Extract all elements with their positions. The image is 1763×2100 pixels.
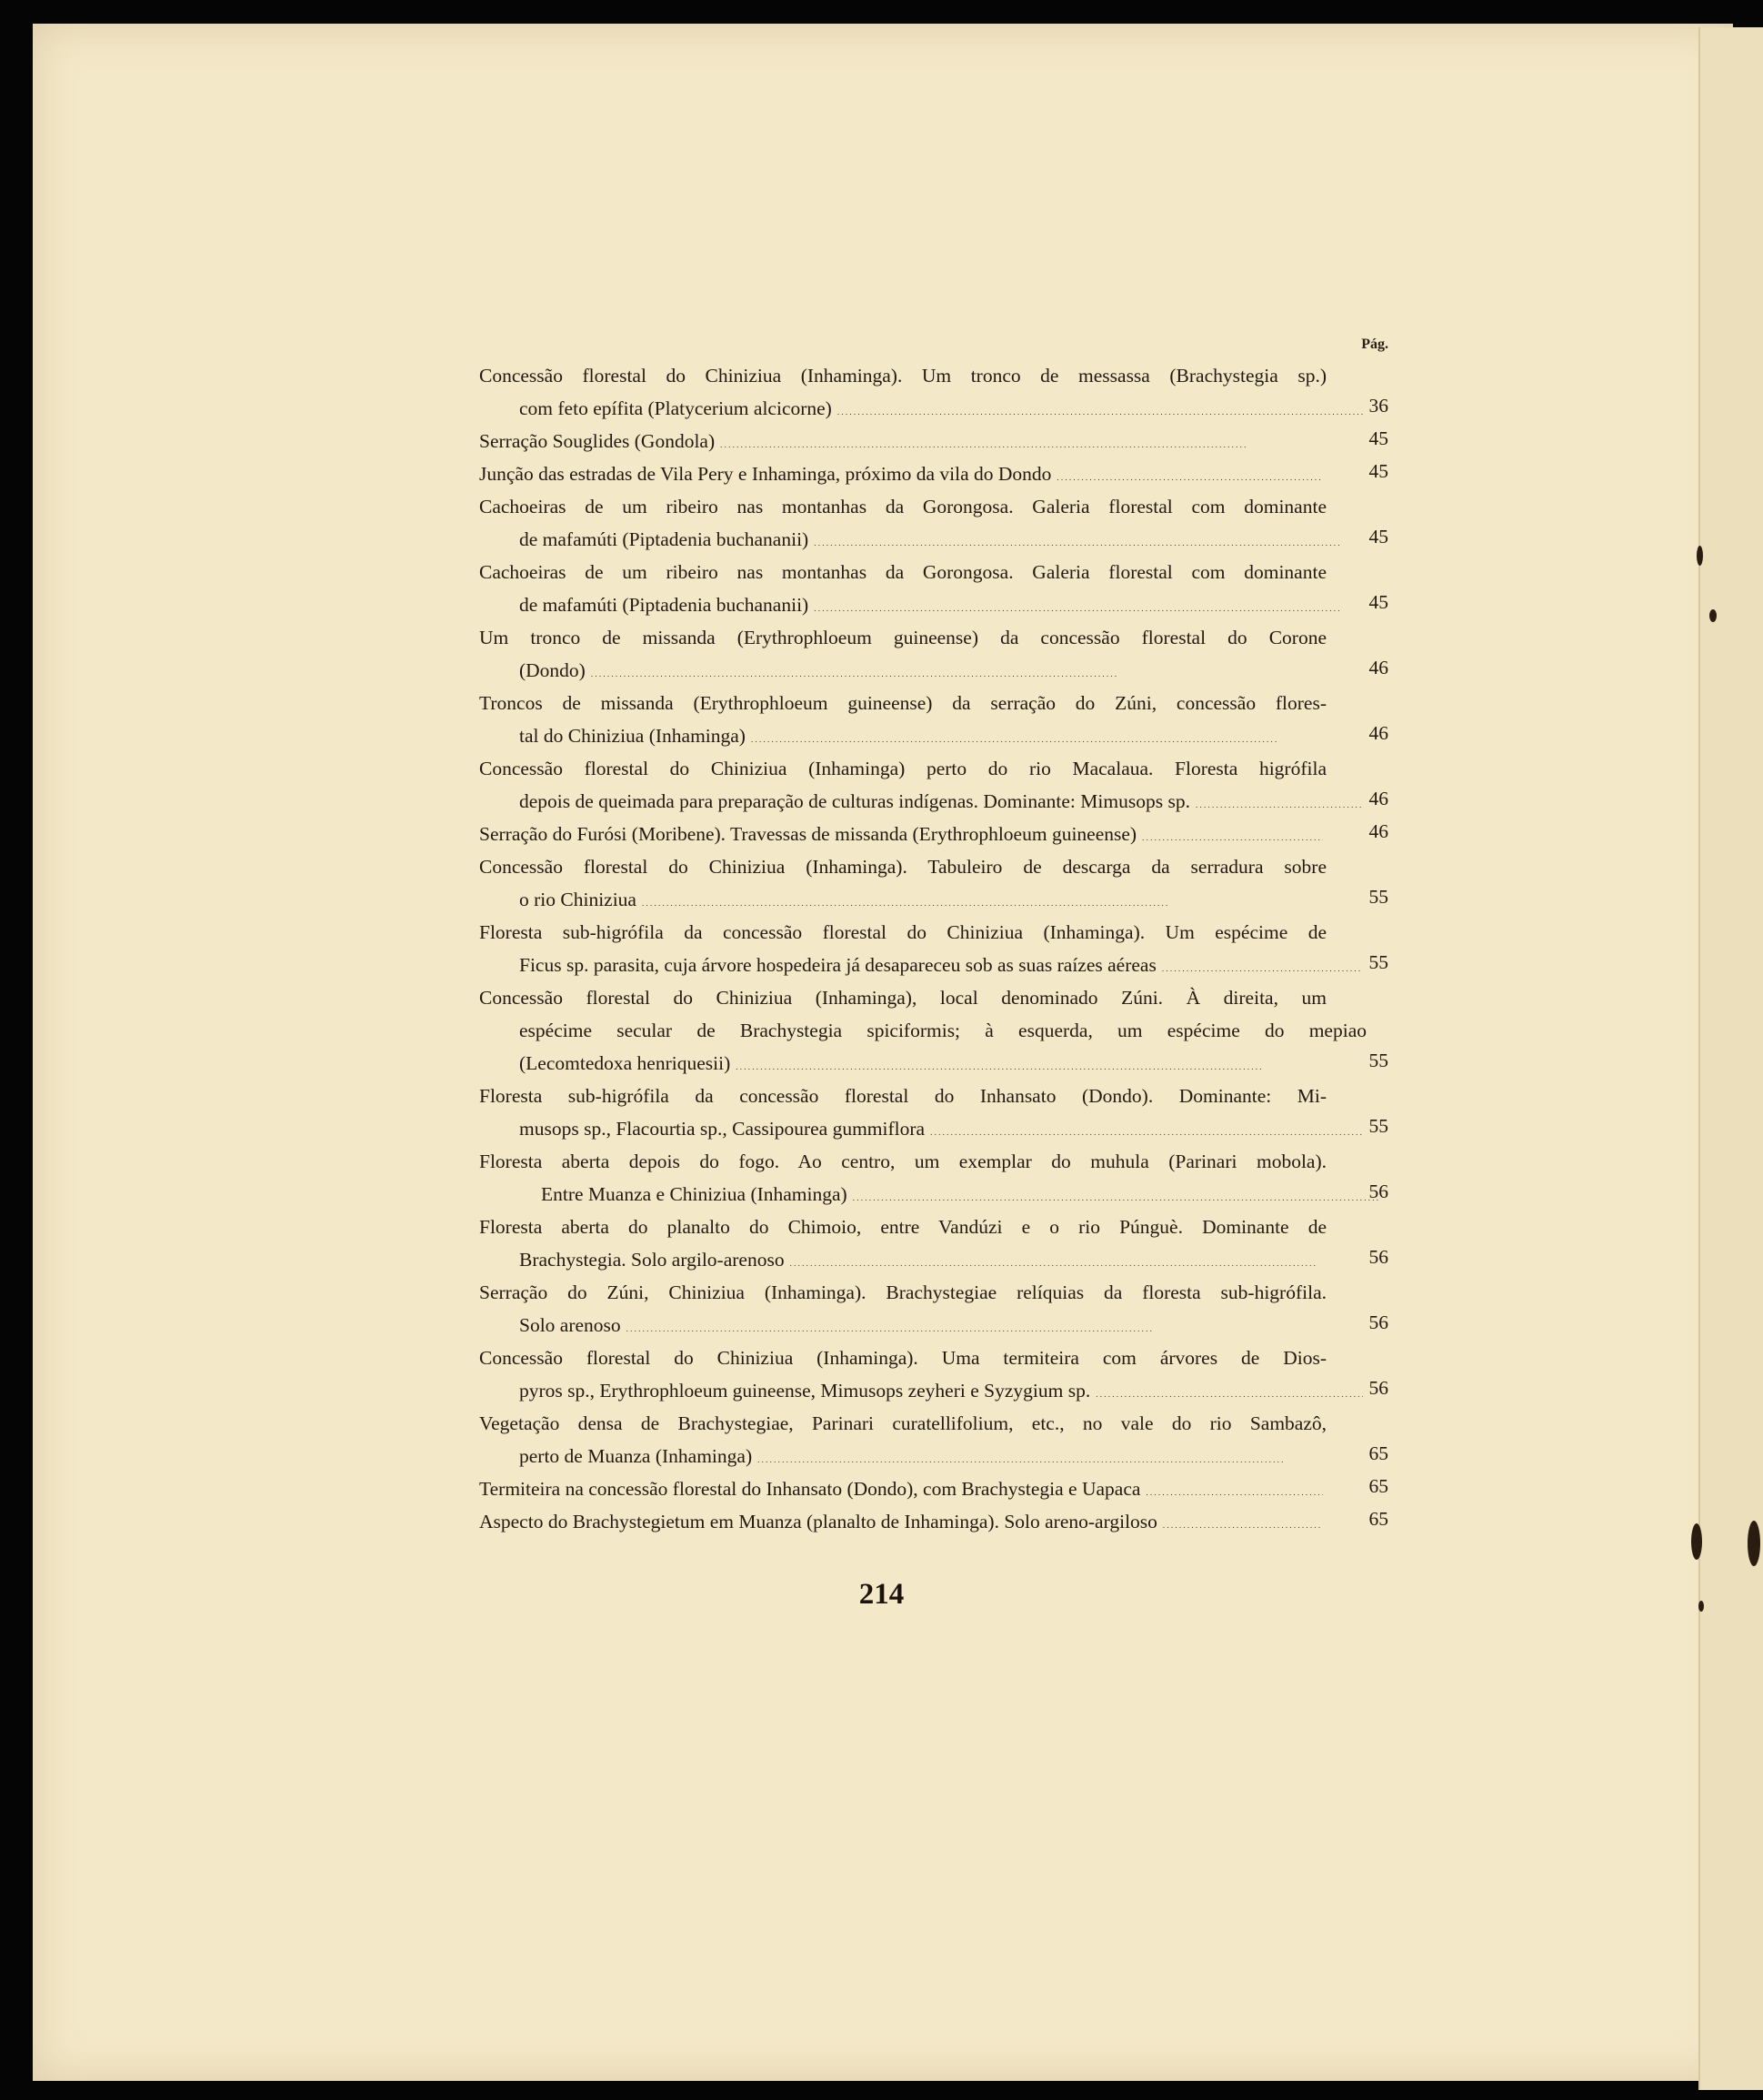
toc-entry-line: Serração do Zúni, Chiniziua (Inhaminga). Brachystegiae relíquias da floresta sub-higrófila. bbox=[479, 1281, 1327, 1303]
toc-entry-text: Ficus sp. parasita, cuja árvore hospedeira já desapareceu sob as suas raízes aéreas bbox=[519, 954, 1157, 976]
toc-entry-line bbox=[479, 1178, 1388, 1211]
toc-page-number: 56 bbox=[1368, 1377, 1388, 1399]
toc-entry-text: Serração Souglides (Gondola) bbox=[479, 430, 716, 452]
toc-page-number: 65 bbox=[1368, 1508, 1388, 1530]
toc-page-number: 56 bbox=[1368, 1246, 1388, 1268]
toc-entry-text: (Lecomtedoxa henriquesii) bbox=[519, 1052, 731, 1074]
toc-entry-text: perto de Muanza (Inhaminga) bbox=[519, 1445, 753, 1467]
toc-page-number: 45 bbox=[1368, 591, 1388, 613]
toc-entry-line: Floresta sub-higrófila da concessão florestal do Inhansato (Dondo). Dominante: Mi- bbox=[479, 1085, 1327, 1107]
toc-entry-line: Concessão florestal do Chiniziua (Inhaminga). Uma termiteira com árvores de Dios- bbox=[479, 1347, 1327, 1369]
toc-entry-line: Concessão florestal do Chiniziua (Inhaminga). Tabuleiro de descarga da serradura sobre bbox=[479, 856, 1327, 878]
toc-entry bbox=[479, 981, 1388, 1080]
page-number: 214 bbox=[858, 1578, 905, 1611]
toc-entry-text: Entre Muanza e Chiniziua (Inhaminga) bbox=[541, 1183, 847, 1205]
toc-entry bbox=[479, 621, 1388, 687]
toc-entry-text: de mafamúti (Piptadenia buchananii) bbox=[519, 528, 809, 550]
toc-entry-line bbox=[479, 588, 1367, 621]
dot-leader bbox=[1163, 1505, 1323, 1542]
dot-leader bbox=[1196, 785, 1363, 821]
dot-leader bbox=[814, 523, 1363, 559]
toc-entry-text: depois de queimada para preparação de culturas indígenas. Dominante: Mimusops sp. bbox=[519, 790, 1190, 812]
toc-entry-line bbox=[479, 719, 1367, 752]
toc-entry bbox=[479, 1145, 1388, 1211]
toc-entry-line bbox=[479, 392, 1367, 425]
page-column-header: Pág. bbox=[1361, 337, 1388, 352]
dot-leader bbox=[720, 425, 1323, 461]
page-speck bbox=[1748, 1521, 1760, 1566]
toc-entry bbox=[479, 1211, 1388, 1276]
toc-entry-text: (Dondo) bbox=[519, 659, 586, 681]
toc-entry-line bbox=[479, 883, 1367, 916]
toc-entry bbox=[479, 425, 1388, 457]
toc-page-number: 55 bbox=[1368, 1115, 1388, 1137]
toc-page-number: 46 bbox=[1368, 788, 1388, 809]
dot-leader bbox=[1096, 1374, 1363, 1411]
dot-leader bbox=[837, 392, 1363, 428]
dot-leader bbox=[1146, 1472, 1323, 1509]
toc-page-number: 36 bbox=[1368, 395, 1388, 417]
toc-entry-text: com feto epífita (Platycerium alcicorne) bbox=[519, 397, 832, 419]
toc-entry bbox=[479, 1505, 1388, 1538]
toc-page-number: 55 bbox=[1368, 1050, 1388, 1071]
dot-leader bbox=[790, 1243, 1363, 1280]
toc-entry bbox=[479, 457, 1388, 490]
toc-entry bbox=[479, 1407, 1388, 1472]
toc-entry bbox=[479, 687, 1388, 752]
page-speck bbox=[1697, 546, 1703, 566]
toc-entry-line: espécime secular de Brachystegia spiciformis; à esquerda, um espécime do mepiao bbox=[519, 1020, 1367, 1041]
dot-leader bbox=[930, 1112, 1363, 1149]
toc-page-number: 45 bbox=[1368, 427, 1388, 449]
toc-entry-line: Floresta aberta do planalto do Chimoio, entre Vandúzi e o rio Púnguè. Dominante de bbox=[479, 1216, 1327, 1238]
toc-page-number: 55 bbox=[1368, 951, 1388, 973]
toc-page-number: 65 bbox=[1368, 1442, 1388, 1464]
toc-entry bbox=[479, 752, 1388, 818]
toc-page-number: 45 bbox=[1368, 460, 1388, 482]
toc-entry-text: Brachystegia. Solo argilo-arenoso bbox=[519, 1249, 785, 1271]
toc-entry-text: Termiteira na concessão florestal do Inhansato (Dondo), com Brachystegia e Uapaca bbox=[479, 1478, 1141, 1500]
toc-page-number: 56 bbox=[1368, 1311, 1388, 1333]
toc-entry-text: de mafamúti (Piptadenia buchananii) bbox=[519, 594, 809, 616]
toc-entry-line bbox=[479, 1505, 1327, 1538]
toc-entry-line bbox=[479, 1243, 1367, 1276]
dot-leader bbox=[814, 588, 1363, 625]
toc-entry-text: musops sp., Flacourtia sp., Cassipourea gummiflora bbox=[519, 1118, 926, 1140]
toc-entry-text: Junção das estradas de Vila Pery e Inhaminga, próximo da vila do Dondo bbox=[479, 463, 1052, 485]
toc-entry-text: Serração do Furósi (Moribene). Travessas de missanda (Erythrophloeum guineense) bbox=[479, 823, 1137, 845]
toc-entry bbox=[479, 1341, 1388, 1407]
toc-page-number: 46 bbox=[1368, 722, 1388, 744]
toc-entry-line: Concessão florestal do Chiniziua (Inhaminga) perto do rio Macalaua. Floresta higrófila bbox=[479, 758, 1327, 779]
dot-leader bbox=[736, 1047, 1363, 1083]
page-speck bbox=[1709, 609, 1717, 622]
toc-page-number: 55 bbox=[1368, 886, 1388, 908]
toc-entry-line: Vegetação densa de Brachystegiae, Parinari curatellifolium, etc., no vale do rio Sambazô, bbox=[479, 1412, 1327, 1434]
toc-page-number: 56 bbox=[1368, 1181, 1388, 1202]
dot-leader bbox=[1162, 949, 1363, 985]
toc-entry-line bbox=[479, 1472, 1327, 1505]
toc-entry-line bbox=[479, 523, 1367, 556]
toc-entries bbox=[479, 359, 1388, 1538]
toc-entry bbox=[479, 1472, 1388, 1505]
dot-leader bbox=[626, 1309, 1363, 1345]
dot-leader bbox=[751, 719, 1363, 756]
toc-entry-line bbox=[479, 818, 1327, 850]
toc-entry-line bbox=[479, 949, 1367, 981]
toc-page-number: 46 bbox=[1368, 820, 1388, 842]
toc-page-number: 46 bbox=[1368, 657, 1388, 678]
dot-leader bbox=[642, 883, 1363, 919]
toc-entry-line: Troncos de missanda (Erythrophloeum guineense) da serração do Zúni, concessão flores- bbox=[479, 692, 1327, 714]
toc-entry-line bbox=[479, 1440, 1367, 1472]
toc-entry bbox=[479, 359, 1388, 425]
toc-entry-text: pyros sp., Erythrophloeum guineense, Mimusops zeyheri e Syzygium sp. bbox=[519, 1380, 1091, 1402]
toc-entry-line bbox=[479, 1112, 1367, 1145]
toc-entry-line: Cachoeiras de um ribeiro nas montanhas da Gorongosa. Galeria florestal com dominante bbox=[479, 496, 1327, 517]
toc-entry-line: Floresta aberta depois do fogo. Ao centro, um exemplar do muhula (Parinari mobola). bbox=[479, 1150, 1327, 1172]
toc-entry-line bbox=[479, 457, 1327, 490]
toc-entry-text: o rio Chiniziua bbox=[519, 889, 636, 910]
toc-page-number: 45 bbox=[1368, 526, 1388, 548]
toc-entry bbox=[479, 490, 1388, 556]
toc-entry bbox=[479, 818, 1388, 850]
toc-page-number: 65 bbox=[1368, 1475, 1388, 1497]
dot-leader bbox=[757, 1440, 1363, 1476]
dot-leader bbox=[1057, 457, 1323, 494]
toc-entry-line bbox=[479, 654, 1367, 687]
dot-leader bbox=[853, 1178, 1385, 1214]
dot-leader bbox=[591, 654, 1363, 690]
toc-entry-line: Um tronco de missanda (Erythrophloeum guineense) da concessão florestal do Corone bbox=[479, 627, 1327, 648]
page-edge bbox=[1698, 27, 1763, 2090]
toc-entry-line: Cachoeiras de um ribeiro nas montanhas da Gorongosa. Galeria florestal com dominante bbox=[479, 561, 1327, 583]
toc-entry-line: Concessão florestal do Chiniziua (Inhaminga). Um tronco de messassa (Brachystegia sp.) bbox=[479, 365, 1327, 387]
toc-entry-line: Concessão florestal do Chiniziua (Inhaminga), local denominado Zúni. À direita, um bbox=[479, 987, 1327, 1009]
toc-entry-line bbox=[479, 1374, 1367, 1407]
toc-entry-text: tal do Chiniziua (Inhaminga) bbox=[519, 725, 746, 747]
toc-entry bbox=[479, 556, 1388, 621]
toc-entry-line: Floresta sub-higrófila da concessão florestal do Chiniziua (Inhaminga). Um espécime de bbox=[479, 921, 1327, 943]
dot-leader bbox=[1142, 818, 1323, 854]
toc-entry bbox=[479, 850, 1388, 916]
toc-entry bbox=[479, 1276, 1388, 1341]
toc-entry-text: Aspecto do Brachystegietum em Muanza (planalto de Inhaminga). Solo areno-argiloso bbox=[479, 1511, 1157, 1532]
toc-entry bbox=[479, 1080, 1388, 1145]
toc-entry-line bbox=[479, 425, 1327, 457]
toc-entry bbox=[479, 916, 1388, 981]
page-speck bbox=[1691, 1523, 1702, 1560]
toc-entry-line bbox=[479, 785, 1367, 818]
toc-entry-line bbox=[479, 1309, 1367, 1341]
toc-entry-text: Solo arenoso bbox=[519, 1314, 621, 1336]
toc-entry-line bbox=[479, 1047, 1367, 1080]
